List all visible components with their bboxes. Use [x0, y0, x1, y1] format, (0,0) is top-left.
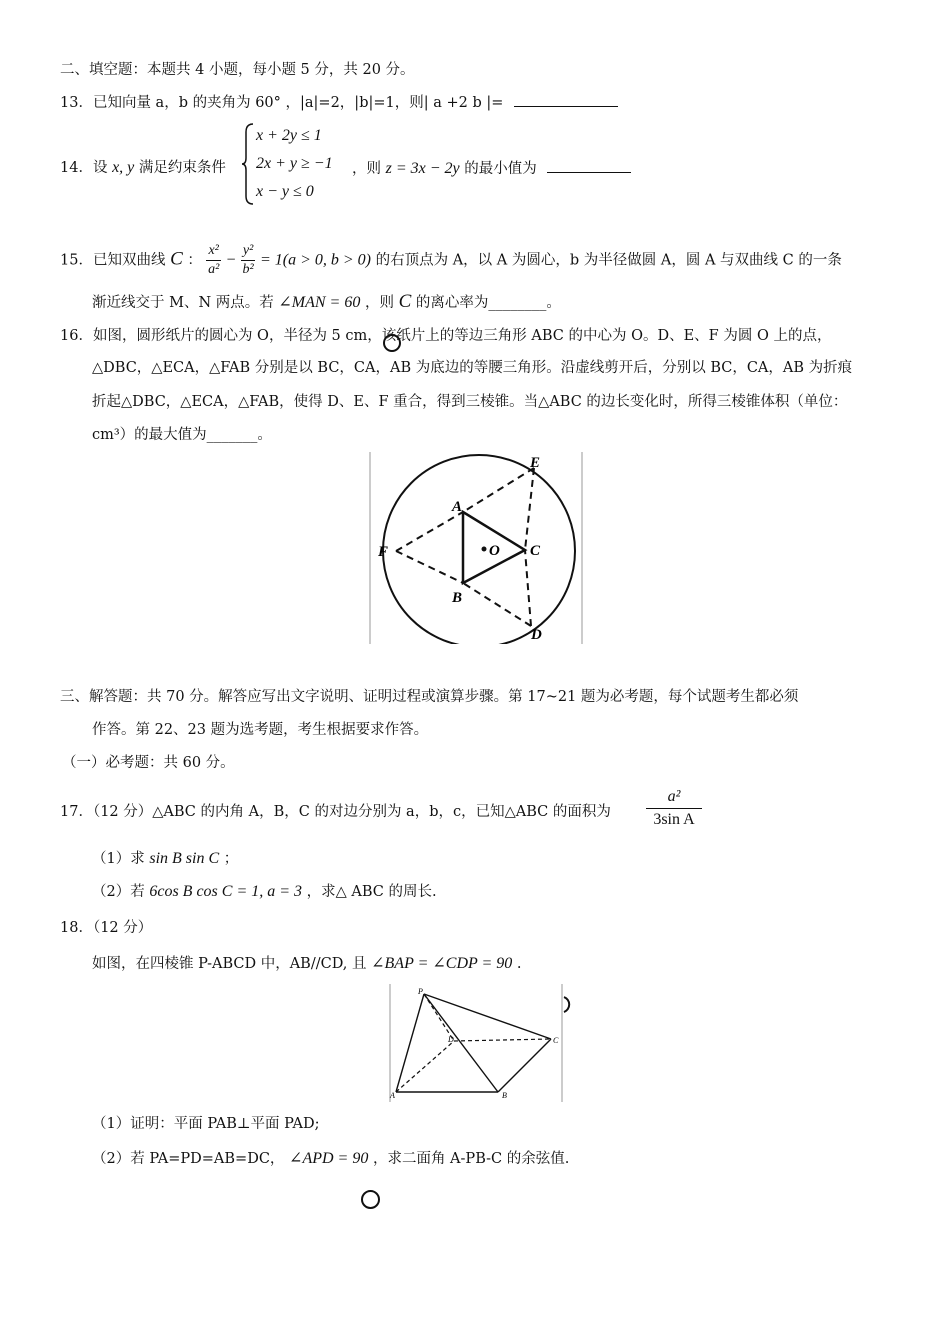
q17-p2-label: （2）若: [92, 884, 145, 900]
question-16-line-3: 折起△DBC，△ECA，△FAB，使得 D、E、F 重合，得到三棱锥。当△ABC 的边长变化时，所得三棱锥体积（单位：: [92, 394, 848, 410]
partial-circle-mark: [562, 995, 574, 1015]
q18-p2-end: ，求二面角 A-PB-C 的余弦值.: [372, 1151, 570, 1167]
q15-curve-name: C: [170, 248, 183, 270]
q17-p2-end: ，求△ ABC 的周长.: [306, 884, 437, 900]
question-17-part-1: [92, 849, 238, 869]
question-17: [60, 802, 611, 822]
constraint-2: 2x + y ≥ −1: [256, 155, 333, 172]
q15-angle: ∠MAN = 60: [278, 294, 361, 311]
q17-p1-math: sin B sin C: [149, 850, 220, 867]
q17-p2-math: 6cos B cos C = 1, a = 3: [149, 883, 303, 900]
answer-blank: [547, 158, 631, 173]
fraction-x2-a2: [206, 242, 220, 279]
label-B: B: [452, 590, 463, 606]
question-16-line-4: cm³）的最大值为_______。: [92, 427, 272, 443]
q18-p2-math: ∠APD = 90: [289, 1150, 369, 1167]
question-15-line-2: [92, 292, 561, 313]
q14-after-text: ，则: [352, 161, 381, 177]
frac-den: a²: [208, 262, 220, 277]
label-A: A: [390, 1091, 395, 1100]
frac-den: 3sin A: [653, 811, 695, 828]
q15-line2a: 渐近线交于 M、N 两点。若: [92, 295, 274, 311]
question-18-line-1: [92, 954, 522, 974]
label-O: O: [489, 543, 500, 559]
circle-triangle-figure: [368, 452, 586, 644]
label-P: P: [418, 987, 423, 996]
section-3-line-1: 三、解答题：共 70 分。解答应写出文字说明、证明过程或演算步骤。第 17~21 题为必考题，每个试题考生都必须: [60, 689, 799, 705]
area-fraction: [646, 786, 702, 831]
pyramid-figure: [388, 984, 564, 1102]
constraint-3: x − y ≤ 0: [256, 183, 314, 200]
question-16-line-2: △DBC，△ECA，△FAB 分别是以 BC，CA，AB 为底边的等腰三角形。沿虚线剪开后，分别以 BC，CA，AB 为折痕: [92, 360, 853, 376]
question-18-part-1: （1）证明：平面 PAB⊥平面 PAD;: [92, 1116, 320, 1132]
circle-mark: [361, 1190, 380, 1209]
label-F: F: [378, 544, 389, 560]
frac-num: x²: [206, 242, 220, 261]
q14-suffix-text: 的最小值为: [464, 161, 537, 177]
label-B: B: [502, 1091, 507, 1100]
fraction-y2-b2: [241, 242, 255, 279]
left-brace-icon: [241, 122, 255, 206]
question-14-prefix: [60, 158, 226, 178]
label-D: D: [531, 627, 542, 643]
q17-p1-label: （1）求: [92, 851, 145, 867]
q14-mid-text: 满足约束条件: [138, 160, 226, 176]
section-3-line-2: 作答。第 22、23 题为选考题，考生根据要求作答。: [92, 722, 429, 738]
question-15-line-1: 15．已知双曲线 C ： $\frac{\text{x²}}{\text{a²}}$ − $\frac{\text{y²}}{\text{b²}}$ = 1(a > 0, b > 0) 的右顶点为 A，以 A 为圆心，b 为半径做圆 A，圆 A 与双曲线 C 的一条: [60, 243, 842, 277]
label-E: E: [530, 455, 541, 471]
frac-den: b²: [242, 262, 254, 277]
question-18-part-2: [92, 1149, 569, 1169]
question-13-text: 13．已知向量 a，b 的夹角为 60° ，|a|=2，|b|=1，则| a +2 b |=: [60, 95, 504, 111]
q14-vars: x, y: [112, 159, 135, 176]
q14-objective: z = 3x − 2y: [385, 160, 460, 177]
frac-num: a²: [646, 786, 702, 809]
q15-rest-text: 的右顶点为 A，以 A 为圆心，b 为半径做圆 A，圆 A 与双曲线 C 的一条: [375, 252, 842, 269]
q18-line1-math: ∠BAP = ∠CDP = 90: [371, 955, 513, 972]
question-18-head: 18．（12 分）: [60, 920, 153, 936]
q18-line1a: 如图，在四棱锥 P-ABCD 中，AB//CD, 且: [92, 956, 367, 972]
q17-text: 17．（12 分）△ABC 的内角 A，B，C 的对边分别为 a，b，c，已知△ABC 的面积为: [60, 804, 611, 820]
q18-p2-label: （2）若 PA=PD=AB=DC，: [92, 1151, 285, 1167]
frac-num: y²: [241, 242, 255, 261]
q17-p1-end: ；: [223, 851, 239, 867]
q15-line2b: ，则: [364, 295, 394, 311]
q15-prefix-text: 15．已知双曲线: [60, 252, 166, 269]
q14-prefix-text: 14．设: [60, 160, 108, 176]
q15-equation: = 1(a > 0, b > 0): [259, 251, 371, 269]
circle-mark: [383, 334, 401, 352]
q15-curve-name-2: C: [398, 291, 412, 312]
section-2-header: 二、填空题：本题共 4 小题，每小题 5 分，共 20 分。: [60, 62, 415, 78]
answer-blank: [514, 92, 618, 107]
q18-line1b: .: [516, 956, 522, 972]
label-C: C: [530, 543, 541, 559]
constraint-1: x + 2y ≤ 1: [256, 127, 322, 144]
label-C: C: [553, 1036, 559, 1045]
section-3-sub: （一）必考题：共 60 分。: [62, 755, 235, 771]
question-14-suffix: [352, 158, 631, 179]
q15-colon: ：: [187, 252, 202, 269]
q15-line2c: 的离心率为________。: [415, 295, 561, 311]
question-16-line-1: 16．如图，圆形纸片的圆心为 O，半径为 5 cm，该纸片上的等边三角形 ABC 的中心为 O。D、E、F 为圆 O 上的点，: [60, 328, 832, 344]
label-A: A: [452, 499, 463, 515]
question-17-part-2: [92, 882, 437, 902]
label-D: D: [448, 1035, 454, 1044]
question-13: [60, 92, 618, 113]
